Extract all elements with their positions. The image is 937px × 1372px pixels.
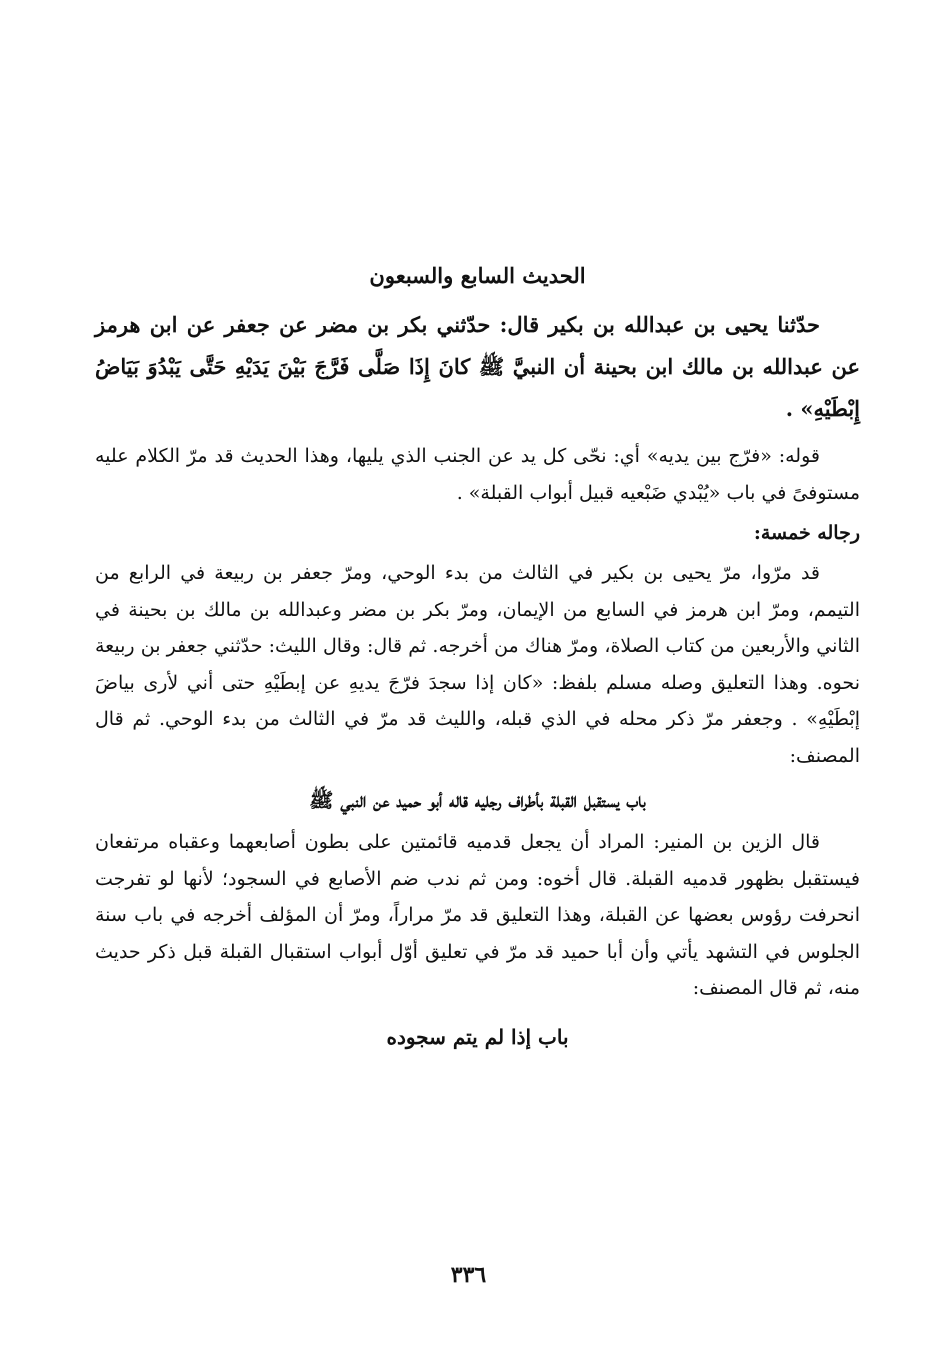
chapter-title: باب يستقبل القبلة بأطراف رجليه قاله أبو حميد عن النبي ﷺ <box>309 788 646 812</box>
chapter-paragraph: قال الزين بن المنير: المراد أن يجعل قدميه قائمتين على بطون أصابعهما وعقباه مرتفعان فيستقبل بظهور قدميه القبلة. قال أخوه: ومن ثم ندب ضم الأصابع في السجود؛ لأنها لو تفرجت انحرفت رؤوس بعضها عن القبلة، وهذا التعليق قد مرّ مراراً، ومرّ أن المؤلف أخرجه في باب سنة الجلوس في التشهد يأتي وأن أبا حميد قد مرّ في تعليق أوّل أبواب استقبال القبلة قبل ذكر حديث منه، ثم قال المصنف: <box>95 831 860 999</box>
commentary-paragraph: قوله: «فرّج بين يديه» أي: نحّى كل يد عن الجنب الذي يليها، وهذا الحديث قد مرّ الكلام عليه مستوفىً في باب «يُبْدي ضَبْعيه قبيل أبواب القبلة» . <box>95 445 860 504</box>
hadith-text: حدّثنا يحيى بن عبدالله بن بكير قال: حدّثني بكر بن مضر عن جعفر عن ابن هرمز عن عبدالله بن مالك ابن بحينة أن النبيَّ ﷺ كانَ إِذَا صَلَّى فَرَّجَ بَيْنَ يَدَيْهِ حَتَّى يَبْدُوَ بَيَاضُ إِبْطَيْهِ» . <box>95 312 860 421</box>
narrators-heading: رجاله خمسة: <box>753 522 860 544</box>
narrators-paragraph: قد مرّوا، مرّ يحيى بن بكير في الثالث من بدء الوحي، ومرّ جعفر بن ربيعة في الرابع من التيمم، ومرّ ابن هرمز في السابع من الإيمان، ومرّ بكر بن مضر وعبدالله بن مالك بن بحينة في الثاني والأربعين من كتاب الصلاة، ومرّ هناك من أخرجه. ثم قال: وقال الليث: حدّثني جعفر بن ربيعة نحوه. وهذا التعليق وصله مسلم بلفظ: «كان إذا سجدَ فرّجَ يديهِ عن إبطَيْهِ حتى أني لأرى بياضَ إبْطَيْهِ» . وجعفر مرّ ذكر محله في الذي قبله، والليث قد مرّ في الثالث من بدء الوحي. ثم قال المصنف: <box>95 562 860 767</box>
next-chapter-title: باب إذا لم يتم سجوده <box>386 1024 569 1049</box>
page-content <box>95 258 860 1057</box>
hadith-title: الحديث السابع والسبعون <box>369 263 586 288</box>
page-number: ٣٣٦ <box>450 1262 487 1288</box>
